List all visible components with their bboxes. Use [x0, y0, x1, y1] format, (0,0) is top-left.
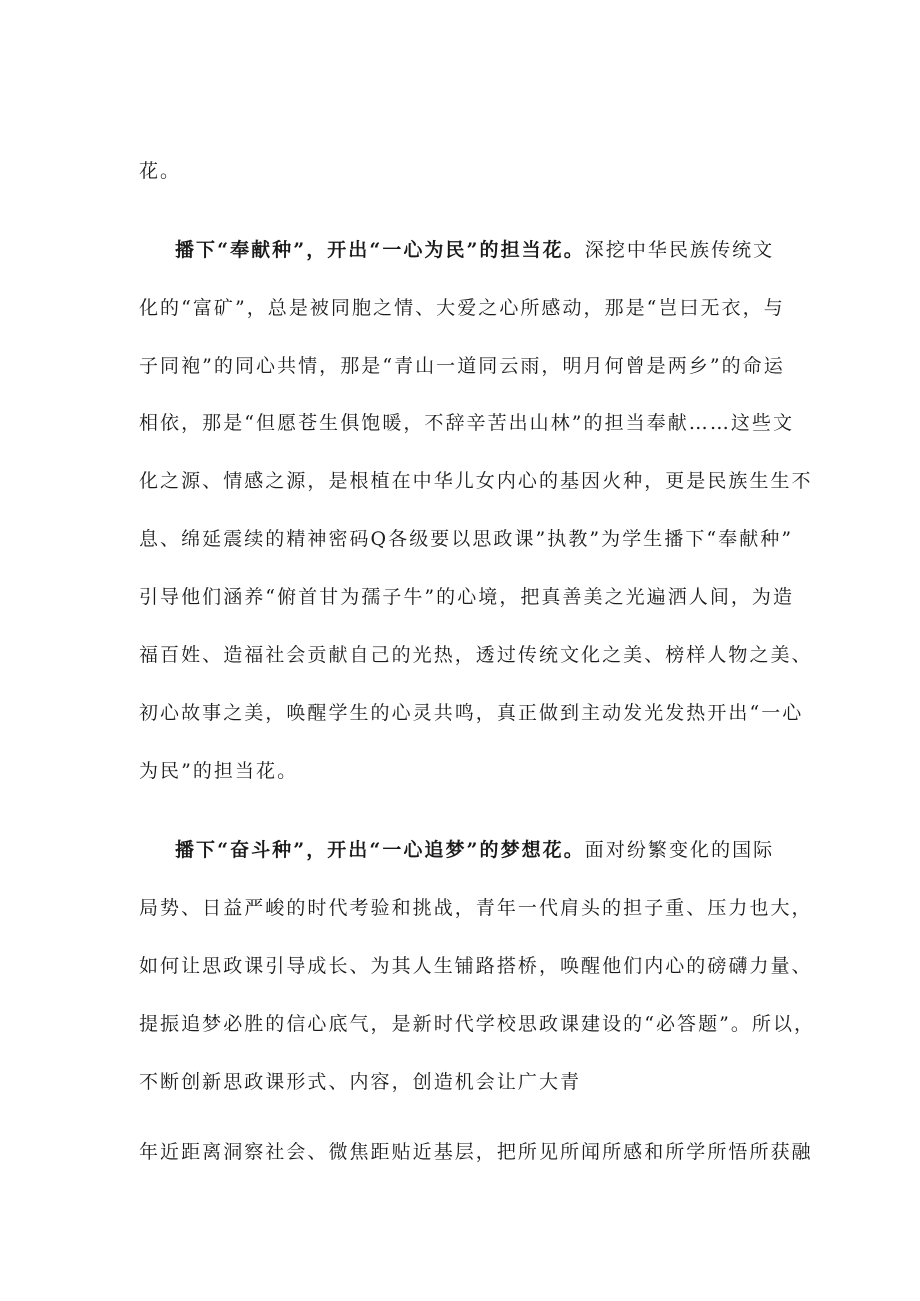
text-line: 相依，那是“但愿苍生俱饱暖，不辞辛苦出山林”的担当奉献……这些文	[139, 412, 795, 434]
text-line: 初心故事之美，唤醒学生的心灵共鸣，真正做到主动发光发热开出“一心	[139, 702, 804, 724]
text-line: 不断创新思政课形式、内容，创造机会让广大青	[139, 1071, 582, 1093]
text-line: 为民”的担当花。	[139, 760, 299, 782]
paragraph-1-heading: 播下“奉献种”，开出“一心为民”的担当花。	[175, 239, 585, 261]
text-line: 化的“富矿”，总是被同胞之情、大爱之心所感动，那是“岂曰无衣，与	[139, 297, 785, 319]
text-line: 息、绵延震续的精神密码Q各级要以思政课”执教”为学生播下“奉献种”	[139, 528, 794, 550]
paragraph-1-text: 深挖中华民族传统文	[584, 239, 775, 261]
text-line: 提振追梦必胜的信心底气，是新时代学校思政课建设的“必答题”。所以，	[139, 1013, 816, 1035]
text-line: 福百姓、造福社会贡献自己的光热，透过传统文化之美、榜样人物之美、	[139, 644, 813, 666]
text-line: 化之源、情感之源，是根植在中华儿女内心的基因火种，更是民族生生不	[139, 470, 813, 492]
paragraph-2-first-line	[175, 837, 774, 863]
text-line: 局势、日益严峻的时代考验和挑战，青年一代肩头的担子重、压力也大，	[139, 897, 813, 919]
text-line: 子同袍”的同心共情，那是“青山一道同云雨，明月何曾是两乡”的命运	[139, 355, 785, 377]
text-line: 如何让思政课引导成长、为其人生铺路搭桥，唤醒他们内心的磅礴力量、	[139, 955, 813, 977]
paragraph-1-first-line	[175, 237, 774, 263]
text-line: 引导他们涵养“俯首甘为孺子牛”的心境，把真善美之光遍洒人间，为造	[139, 586, 795, 608]
text-line: 年近距离洞察社会、微焦距贴近基层，把所见所闻所感和所学所悟所获融	[139, 1141, 813, 1163]
text-line: 花。	[139, 160, 182, 182]
paragraph-2-heading: 播下“奋斗种”，开出“一心追梦”的梦想花。	[175, 839, 585, 861]
paragraph-2-text: 面对纷繁变化的国际	[584, 839, 775, 861]
